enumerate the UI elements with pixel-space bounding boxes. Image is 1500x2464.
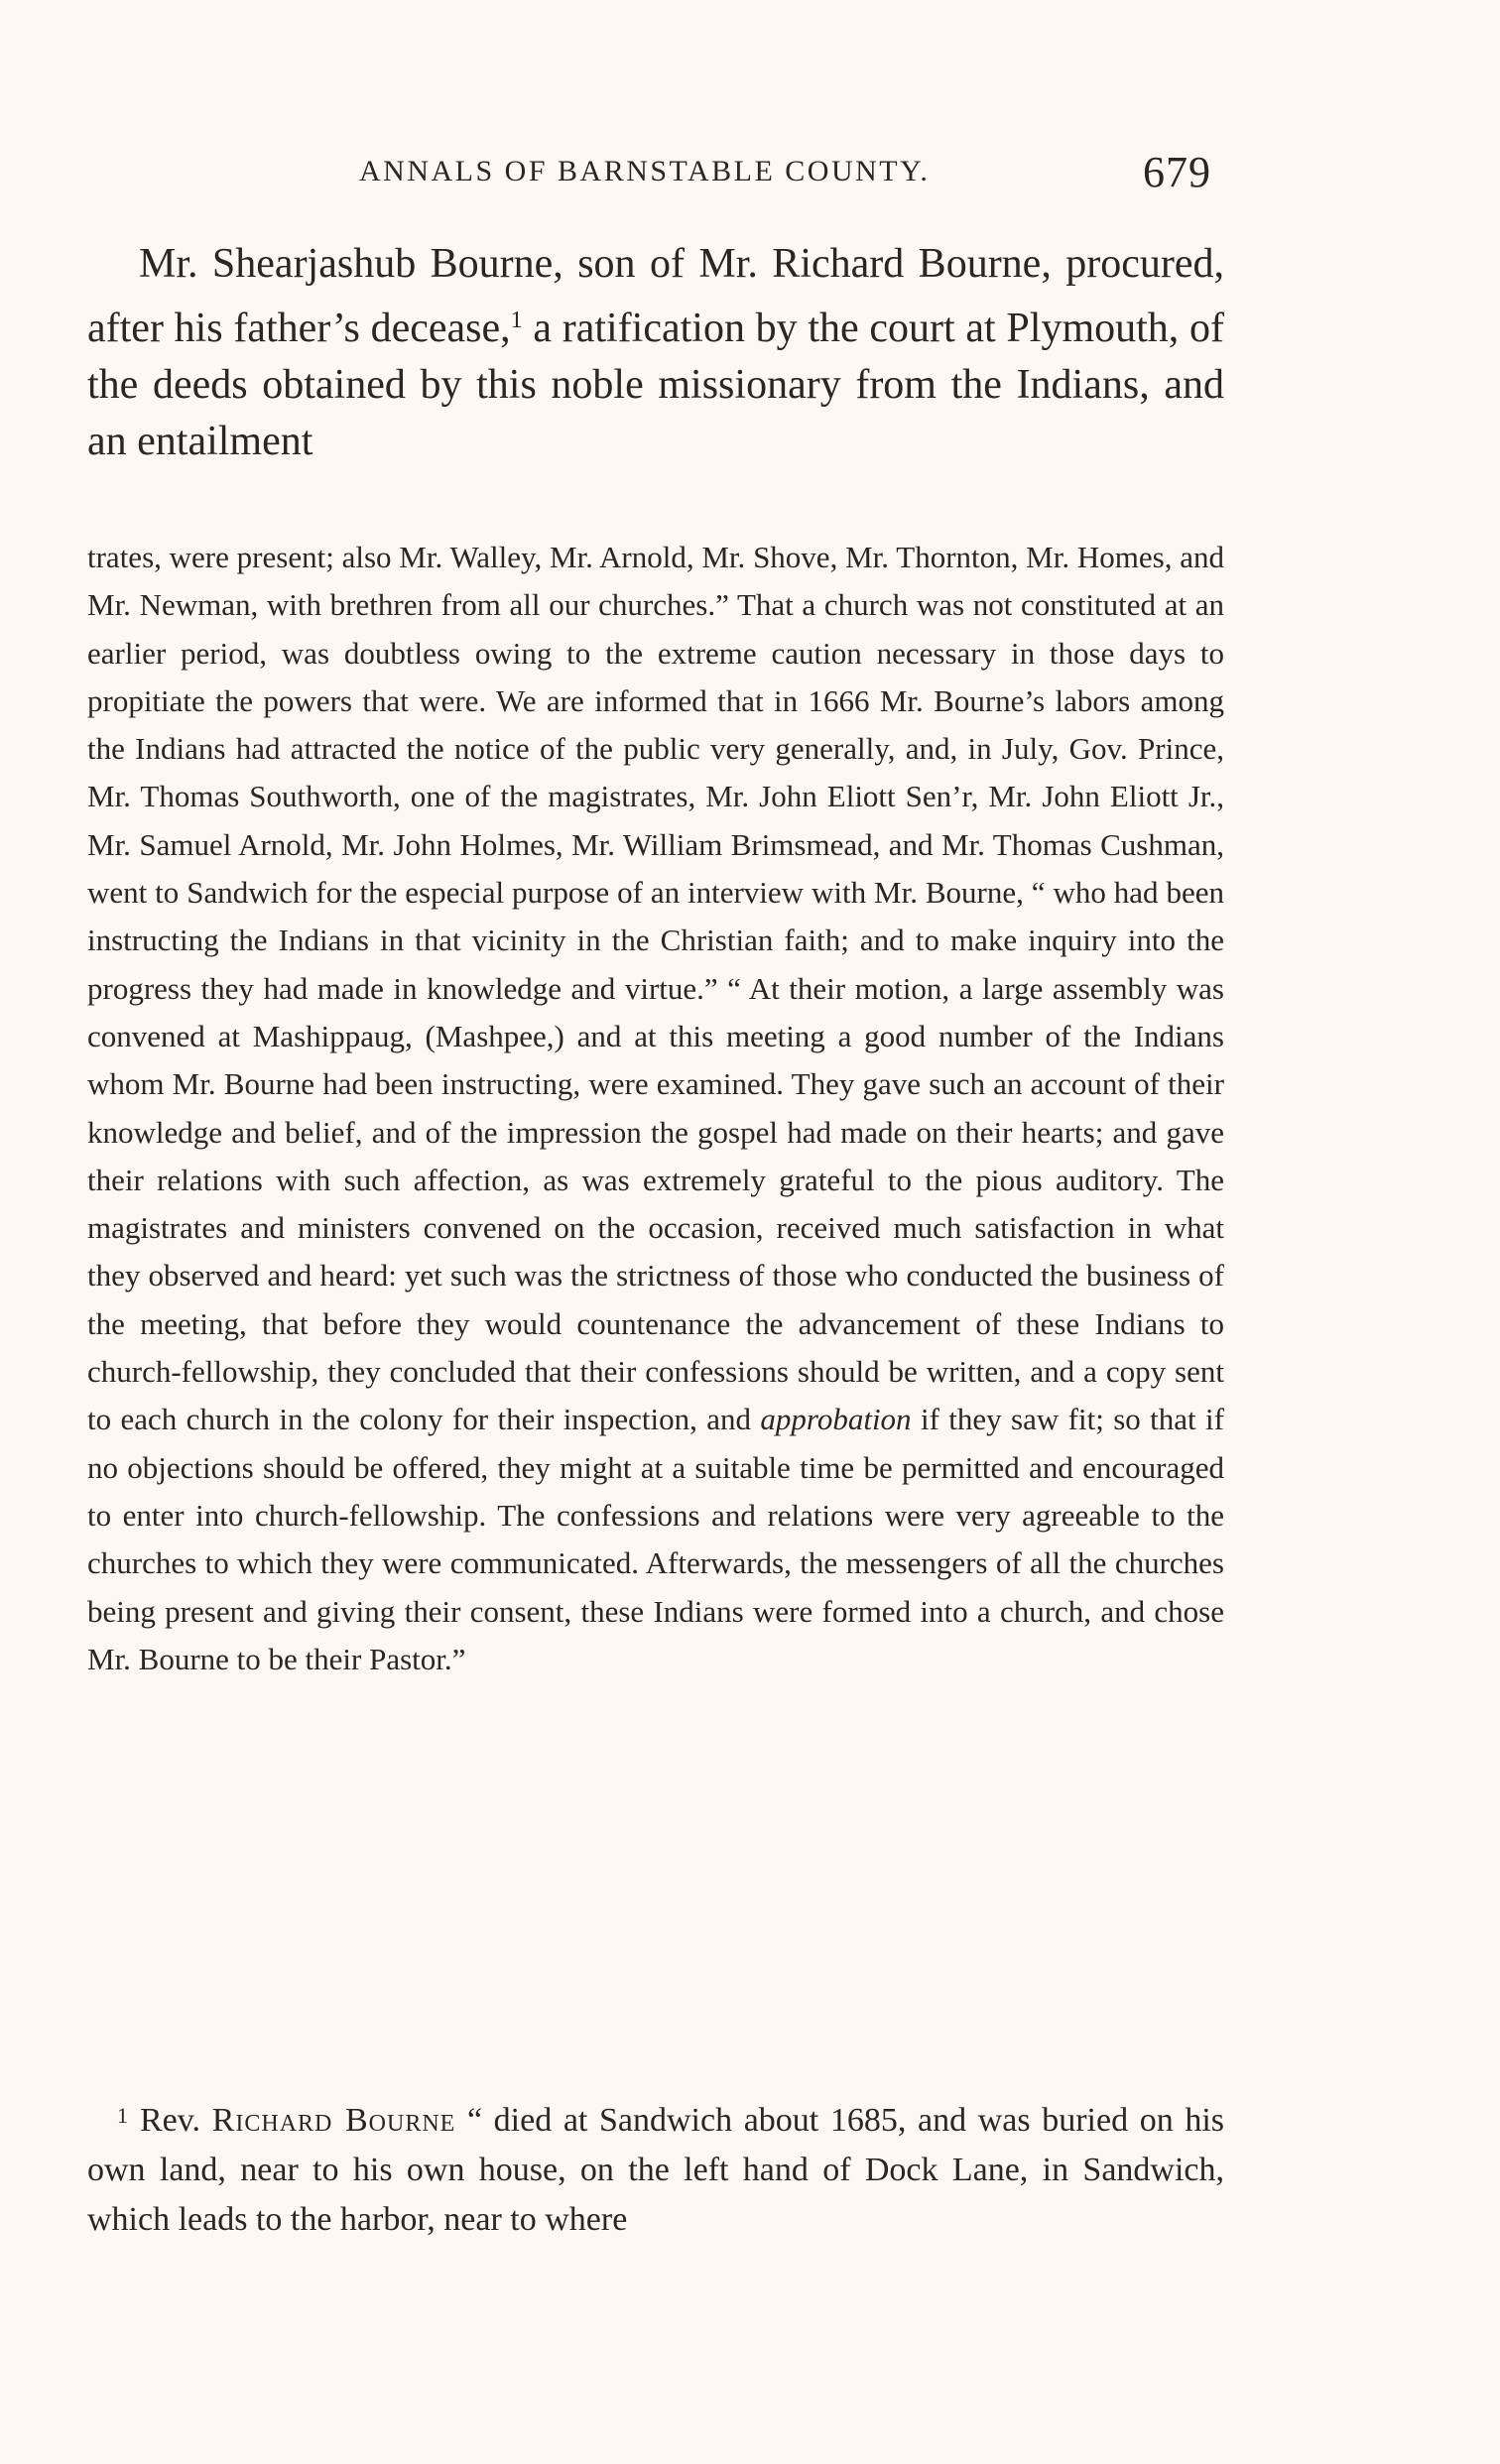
quote-text-part-1: trates, were present; also Mr. Walley, Mr. Arnold, Mr. Shove, Mr. Thornton, Mr. Homes, and Mr. Newman, with brethren from all our churches.” That a church was not constituted at an earlier period, was doubtless owing to the extreme caution necessary in those days to propitiate the powers that were. We are informed that in 1666 Mr. Bourne’s labors among the Indians had attracted the notice of the public very generally, and, in July, Gov. Prince, Mr. Thomas Southworth, one of the magistrates, Mr. John Eliott Sen’r, Mr. John Eliott Jr., Mr. Samuel Arnold, Mr. John Holmes, Mr. William Brimsmead, and Mr. Thomas Cushman, went to Sandwich for the especial purpose of an interview with Mr. Bourne, “ who had been instructing the Indians in that vicinity in the Christian faith; and to make inquiry into the progress they had made in knowledge and virtue.” “ At their motion, a large assembly was convened at Mashippaug, (Mashpee,) and at this meeting a good number of the Indians whom Mr. Bourne had been instructing, were examined. They gave such an account of their knowledge and belief, and of the impression the gospel had made on their hearts; and gave their relations with such affection, as was extremely grateful to the pious auditory. The magistrates and ministers convened on the occasion, received much satisfaction in what they observed and heard: yet such was the strictness of those who conducted the business of the meeting, that before they would countenance the advancement of these Indians to church-fellowship, they concluded that their confessions should be written, and a copy sent to each church in the colony for their inspection, and — [87, 540, 1224, 1437]
quote-text-part-2: if they saw fit; so that if no objections should be offered, they might at a suitable time be permitted and encouraged to enter into church-fellowship. The confessions and relations were very agreeable to the churches to which they were communicated. Afterwards, the messengers of all the churches being present and giving their consent, these Indians were formed into a church, and chose Mr. Bourne to be their Pastor.” — [87, 1402, 1224, 1676]
footnote-reference: 1 — [510, 308, 523, 333]
emphasized-word: approbation — [760, 1402, 912, 1437]
main-paragraph-continuation: a ratification by the court at Plymouth, of the deeds obtained by this noble missionary from the Indians, and an entailment — [87, 306, 1224, 464]
footnote — [87, 2091, 1224, 2245]
quoted-footnote-paragraph — [87, 534, 1224, 1683]
running-head: ANNALS OF BARNSTABLE COUNTY. — [359, 155, 931, 187]
main-paragraph-text: Mr. Shearjashub Bourne, son of Mr. Richard Bourne, procured, after his father’s decease, — [87, 241, 1224, 351]
page-header — [0, 147, 1500, 206]
footnote-prefix: Rev. — [140, 2102, 212, 2139]
page-number: 679 — [1143, 148, 1211, 196]
footnote-text: “ died at Sandwich about 1685, and was buried on his own land, near to his own house, on the left hand of Dock Lane, in Sandwich, which leads to the harbor, near to where — [87, 2102, 1225, 2238]
main-paragraph — [87, 236, 1224, 470]
footnote-marker: 1 — [117, 2103, 128, 2128]
footnote-name: Richard Bourne — [211, 2102, 456, 2139]
